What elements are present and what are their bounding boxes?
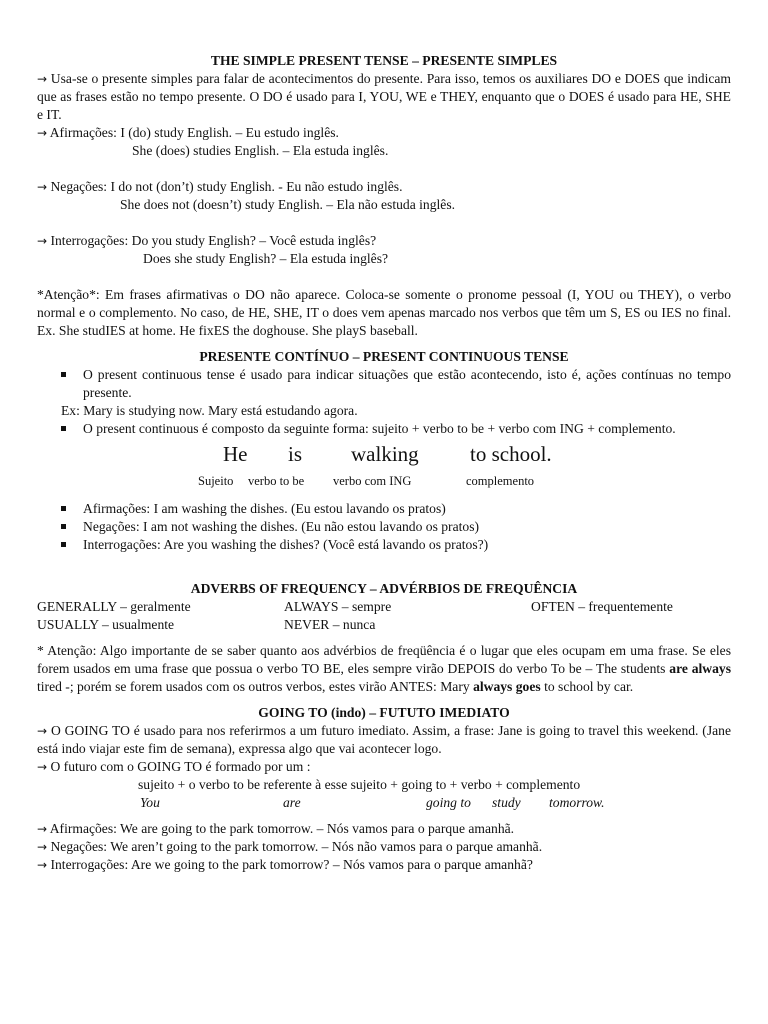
going-to-formation: → O futuro com o GOING TO é formado por um : bbox=[37, 759, 311, 774]
present-continuous-forms-list bbox=[37, 500, 731, 554]
example-are: are bbox=[283, 795, 301, 810]
section-title-present-continuous: PRESENTE CONTÍNUO – PRESENT CONTINUOUS TENSE bbox=[199, 349, 569, 364]
list-item: Afirmações: I am washing the dishes. (Eu estou lavando os pratos) bbox=[37, 500, 731, 518]
label-verb-to-be: verbo to be bbox=[248, 474, 305, 488]
interrogation-label: Interrogações: bbox=[50, 233, 129, 248]
going-to-interrogation: → Interrogações: Are we going to the park tomorrow? – Nós vamos para o parque amanhã? bbox=[37, 857, 533, 872]
example-tomorrow: tomorrow. bbox=[549, 795, 605, 810]
interrogation-example-2: Does she study English? – Ela estuda inglês? bbox=[143, 251, 389, 266]
right-arrow-icon: → bbox=[37, 180, 48, 194]
adverbs-note: * Atenção: Algo importante de se saber quanto aos advérbios de freqüência é o lugar que eles ocupam em uma frase. Se eles forem usados em uma frase que possua o verbo TO BE, eles sempre virão DEPOIS do verbo To be – The students are always tired -; porém se forem usados com os outros verbos, estes virão ANTES: Mary always goes to school by car. bbox=[37, 643, 731, 694]
example-word-subject: He bbox=[223, 442, 248, 466]
interrogation-line-1 bbox=[37, 232, 731, 250]
section-title-adverbs: ADVERBS OF FREQUENCY – ADVÉRBIOS DE FREQUÊNCIA bbox=[190, 581, 578, 596]
label-complement: complemento bbox=[466, 474, 535, 488]
example-word-verb-ing: walking bbox=[351, 442, 419, 466]
adverb-often: OFTEN – frequentemente bbox=[531, 599, 673, 614]
structure-labels bbox=[37, 474, 731, 500]
simple-present-intro bbox=[37, 70, 731, 124]
affirmation-label: Afirmações: bbox=[49, 125, 117, 140]
right-arrow-icon: → bbox=[37, 760, 48, 774]
bold-are-always: are always bbox=[669, 661, 731, 676]
going-to-formula: sujeito + o verbo to be referente à esse sujeito + going to + verbo + complemento bbox=[138, 777, 581, 792]
adverbs-table bbox=[37, 598, 731, 634]
example-word-verb-to-be: is bbox=[288, 442, 303, 466]
affirmation-example-2: She (does) studies English. – Ela estuda inglês. bbox=[132, 143, 389, 158]
simple-present-note: *Atenção*: Em frases afirmativas o DO não aparece. Coloca-se somente o pronome pessoal (I, YOU ou THEY), o verbo normal e o complemento. No caso, de HE, SHE, IT o does vem apenas marcado nos verbos que têm um S, ES ou IES no final. Ex. She studIES at home. He fixES the doghouse. She playS baseball. bbox=[37, 287, 731, 338]
right-arrow-icon: → bbox=[37, 822, 48, 836]
right-arrow-icon: → bbox=[37, 724, 48, 738]
bullet-square-icon bbox=[61, 372, 66, 377]
example-you: You bbox=[140, 795, 160, 810]
present-continuous-bullets-1 bbox=[37, 366, 731, 402]
negation-example-1: I do not (don’t) study English. - Eu não estudo inglês. bbox=[110, 179, 403, 194]
adverb-generally: GENERALLY – geralmente bbox=[37, 599, 191, 614]
adverb-always: ALWAYS – sempre bbox=[284, 599, 392, 614]
affirmation-example-1: I (do) study English. – Eu estudo inglês. bbox=[120, 125, 339, 140]
right-arrow-icon: → bbox=[37, 858, 48, 872]
list-item: Negações: I am not washing the dishes. (Eu não estou lavando os pratos) bbox=[37, 518, 731, 536]
adverb-usually: USUALLY – usualmente bbox=[37, 617, 175, 632]
negation-line-1 bbox=[37, 178, 731, 196]
bullet-square-icon bbox=[61, 524, 66, 529]
going-to-intro: → O GOING TO é usado para nos referirmos a um futuro imediato. Assim, a frase: Jane is going to travel this weekend. (Jane está indo viajar este fim de semana), expressa algo que vai acontecer logo. bbox=[37, 723, 731, 756]
present-continuous-bullets-2 bbox=[37, 420, 731, 438]
negation-example-2: She does not (doesn’t) study English. – Ela não estuda inglês. bbox=[120, 197, 456, 212]
right-arrow-icon: → bbox=[37, 126, 48, 140]
adverb-never: NEVER – nunca bbox=[284, 617, 376, 632]
bullet-square-icon bbox=[61, 426, 66, 431]
right-arrow-icon: → bbox=[37, 840, 48, 854]
label-subject: Sujeito bbox=[198, 474, 234, 488]
going-to-affirmation: → Afirmações: We are going to the park tomorrow. – Nós vamos para o parque amanhã. bbox=[37, 821, 515, 836]
interrogation-example-1: Do you study English? – Você estuda inglês? bbox=[131, 233, 377, 248]
label-verb-ing: verbo com ING bbox=[333, 474, 412, 488]
right-arrow-icon: → bbox=[37, 234, 48, 248]
list-item: O present continuous tense é usado para indicar situações que estão acontecendo, isto é, ações contínuas no tempo presente. bbox=[37, 366, 731, 402]
section-title-going-to: GOING TO (indo) – FUTUTO IMEDIATO bbox=[258, 705, 510, 720]
example-word-complement: to school. bbox=[470, 442, 552, 466]
list-item: Interrogações: Are you washing the dishes? (Você está lavando os pratos?) bbox=[37, 536, 731, 554]
example-going-to: going to bbox=[426, 795, 471, 810]
intro-text: Usa-se o presente simples para falar de acontecimentos do presente. Para isso, temos os auxiliares DO e DOES que indicam que as frases estão no tempo presente. O DO é usado para I, YOU, WE e THEY, enquanto que o DOES é usado para HE, SHE e IT. bbox=[37, 71, 731, 122]
affirmation-line-1 bbox=[37, 124, 731, 142]
right-arrow-icon: → bbox=[37, 72, 48, 86]
negation-label: Negações: bbox=[50, 179, 108, 194]
present-continuous-example: Ex: Mary is studying now. Mary está estudando agora. bbox=[61, 403, 358, 418]
going-to-negation: → Negações: We aren’t going to the park tomorrow. – Nós não vamos para o parque amanhã. bbox=[37, 839, 543, 854]
document-page bbox=[37, 52, 731, 874]
going-to-example bbox=[37, 794, 731, 812]
bullet-square-icon bbox=[61, 506, 66, 511]
bold-always-goes: always goes bbox=[473, 679, 541, 694]
list-item: O present continuous é composto da seguinte forma: sujeito + verbo to be + verbo com ING + complemento. bbox=[37, 420, 731, 438]
section-title-simple-present: THE SIMPLE PRESENT TENSE – PRESENTE SIMPLES bbox=[210, 53, 558, 68]
bullet-square-icon bbox=[61, 542, 66, 547]
example-study: study bbox=[492, 795, 521, 810]
